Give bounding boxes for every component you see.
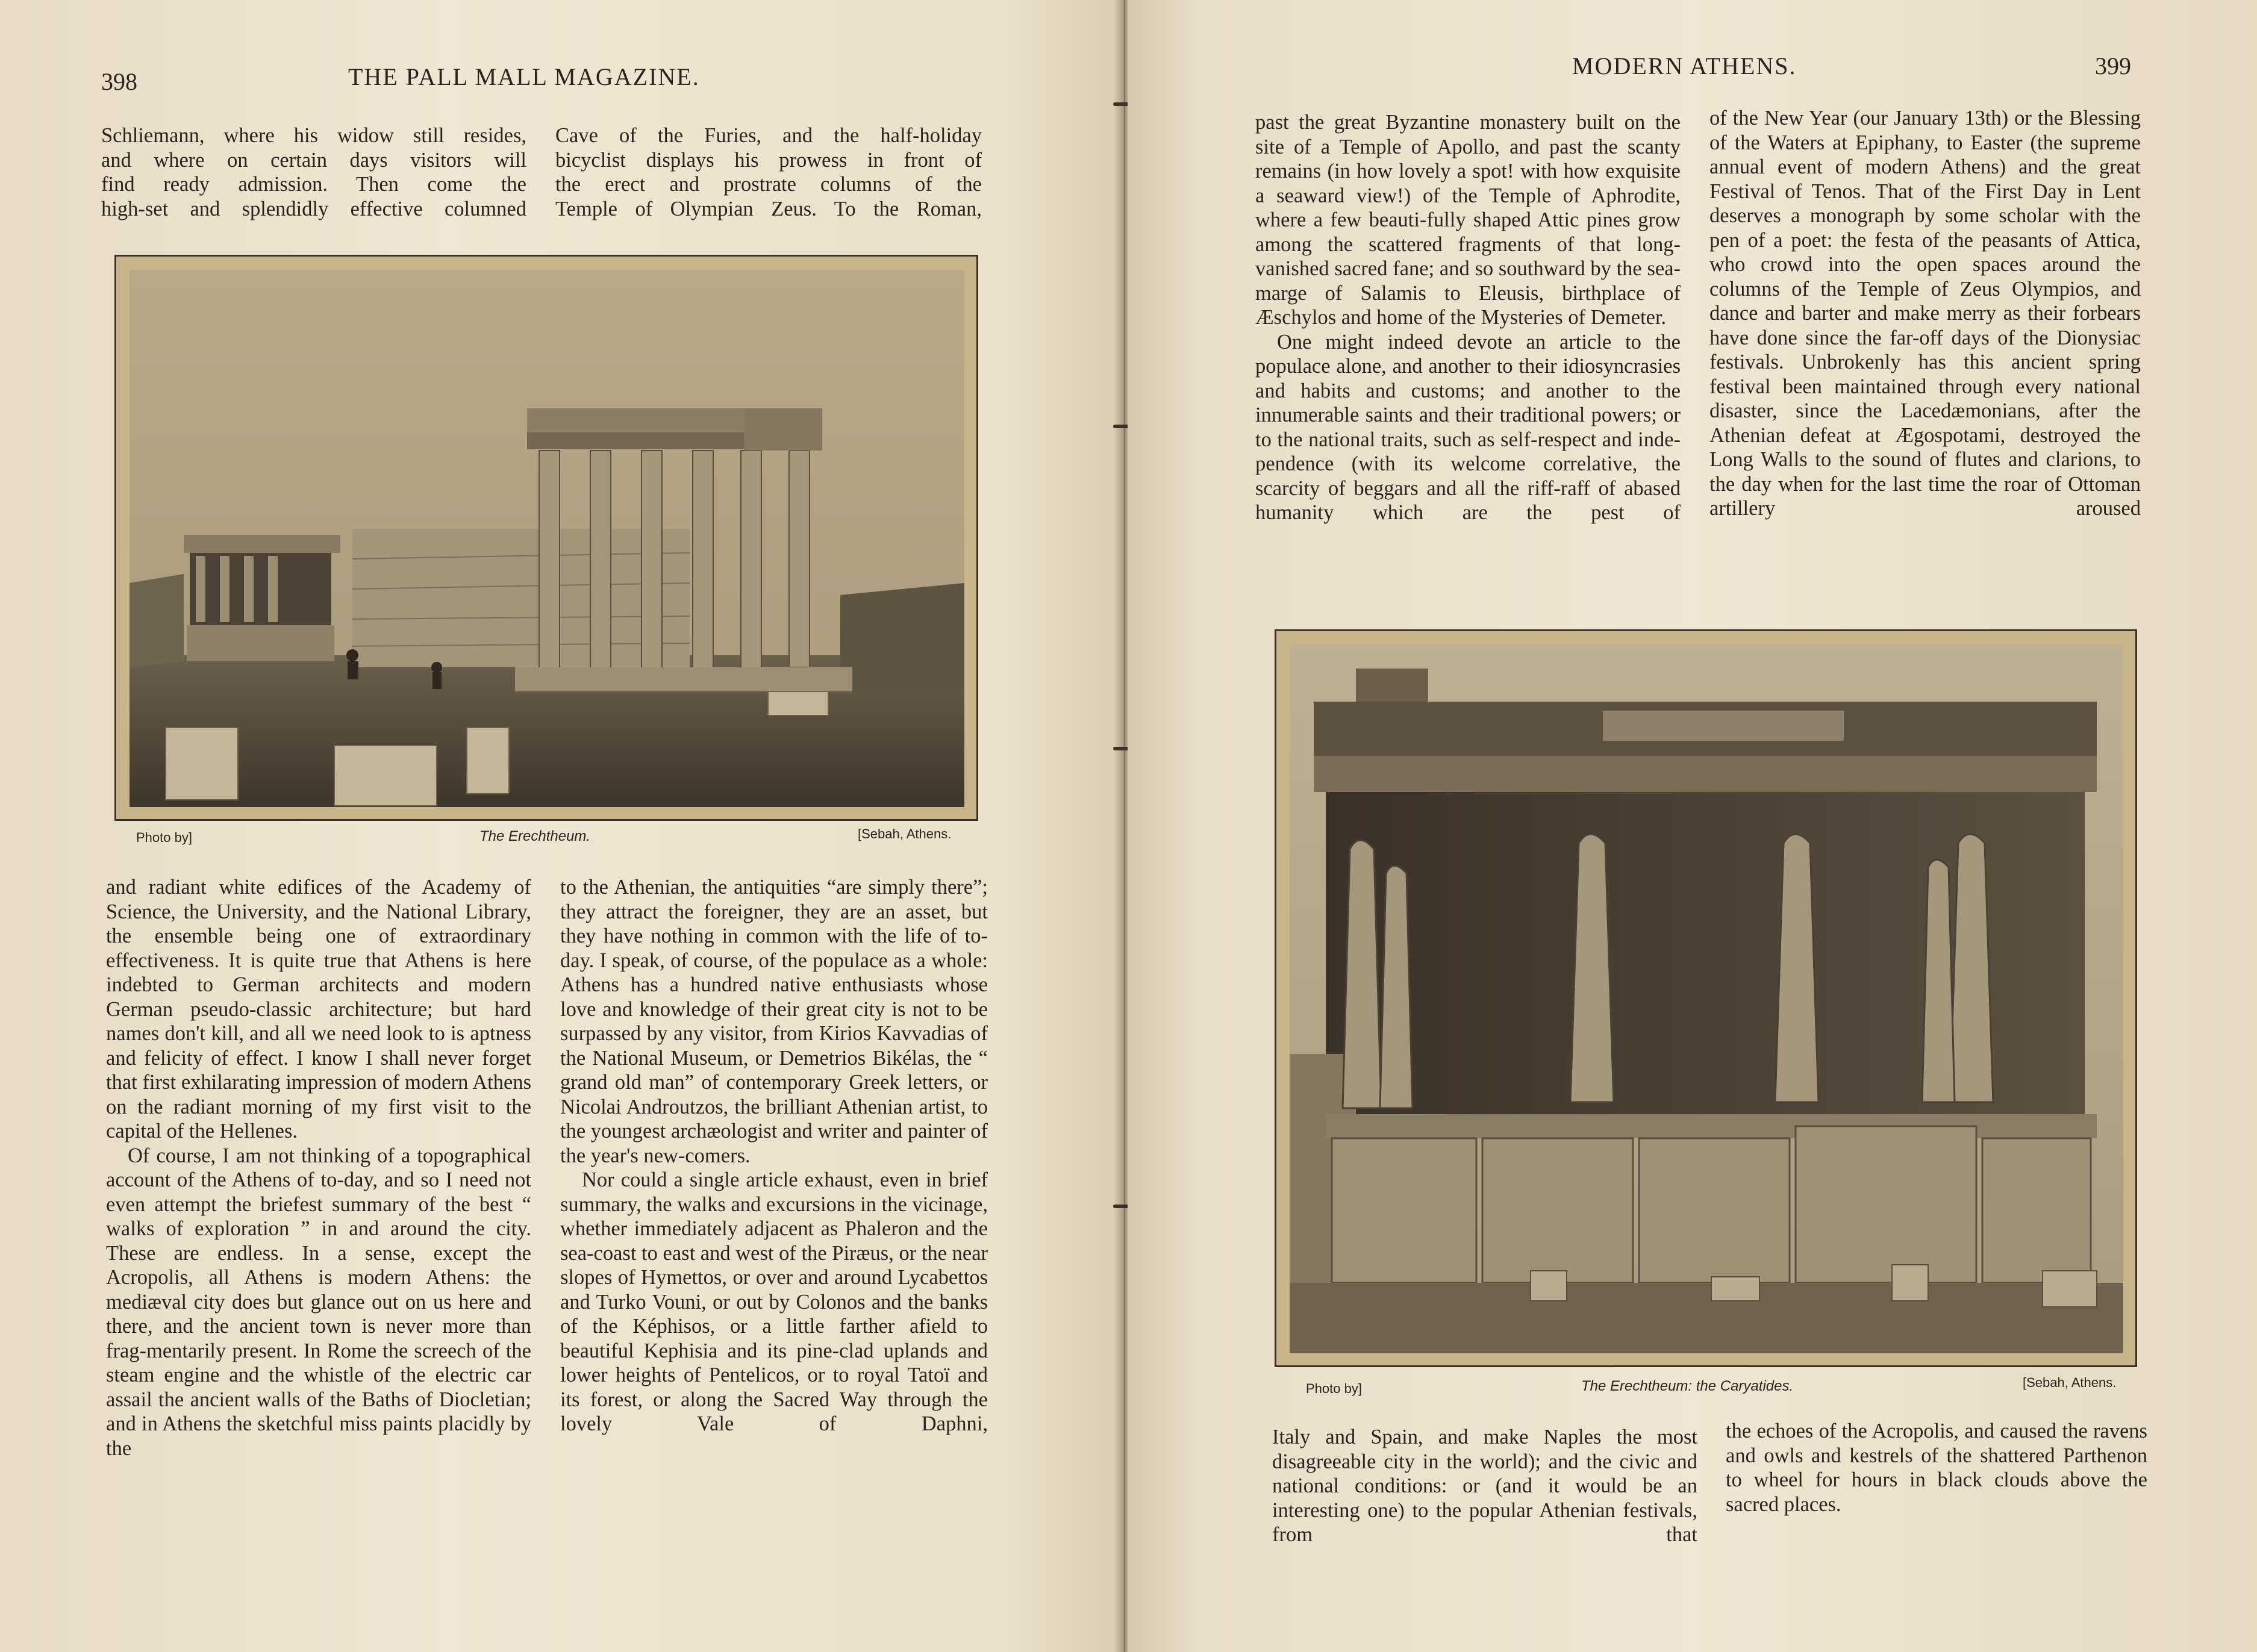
right-page — [1128, 0, 2257, 1652]
paragraph: of the New Year (our January 13th) or the Blessing of the Waters at Epiphany, to Easter (the supreme annual event of modern Athens) and the great Festival of Tenos. That of the First Day in Lent deserves a monograph by some scholar with the pen of a poet: the festa of the peasants of Attica, who crowd into the open spaces around the columns of the Temple of Zeus Olympios, and dance and barter and make merry as their forbears have done since the far-off days of the Dionysiac festivals. Unbrokenly has this ancient spring festival been maintained through every national disaster, since the Lacedæmonians, after the Athenian defeat at Ægospotami, destroyed the Long Walls to the sound of flutes and clarions, to the day when for the last time the roar of Ottoman artillery aroused — [1709, 107, 2141, 520]
left-col2-bottom — [560, 875, 988, 1436]
paragraph: the echoes of the Acropolis, and caused the ravens and owls and kestrels of the shattered Parthenon to wheel for hours in black clouds above the sacred places. — [1726, 1420, 2147, 1516]
text-line: Temple of Olympian Zeus. To the Roman, — [555, 197, 982, 220]
running-head-left: THE PALL MALL MAGAZINE. — [348, 63, 700, 90]
caryatides-image — [1290, 644, 2123, 1353]
page-number-right: 399 — [2095, 52, 2131, 79]
photo-caryatides — [1275, 629, 2137, 1367]
left-col1-top — [101, 123, 526, 221]
photo-erechtheum — [114, 255, 978, 821]
text-line: Schliemann, where his widow still resides, — [101, 124, 526, 147]
right-col1-top — [1255, 110, 1681, 525]
text-line: high-set and splendidly effective columned — [101, 197, 526, 220]
paragraph: and radiant white edifices of the Academy of Science, the University, and the National Library, the ensemble being one of extraordinary effectiveness. It is quite true that Athens is here indebted to German architects and modern German pseudo-classic architecture; but hard names don't kill, and all we need look to is aptness and felicity of effect. I know I shall never forget that first exhilarating impression of modern Athens on the radiant morning of my first visit to the capital of the Hellenes. — [106, 876, 531, 1142]
right-col1-bottom — [1272, 1425, 1697, 1547]
page-number-left: 398 — [101, 68, 137, 95]
paragraph: Italy and Spain, and make Naples the most disagreeable city in the world); and the civic and national conditions: or (and it would be an interesting one) to the popular Athenian festivals, from that — [1272, 1426, 1697, 1546]
erechtheum-image — [130, 270, 964, 807]
paragraph: to the Athenian, the antiquities “are simply there”; they attract the foreigner, they are an asset, but they have nothing in common with the life of to-day. I speak, of course, of the populace as a whole: Athens has a hundred native enthusiasts whose love and knowledge of their great city is not to be surpassed by any visitor, from Kirios Kavvadias of the National Museum, or Demetrios Bikélas, the “ grand old man” of contemporary Greek letters, or Nicolai Androutzos, the brilliant Athenian artist, to the youngest archæologist and writer and painter of the year's new-comers. — [560, 876, 988, 1167]
paragraph: One might indeed devote an article to the populace alone, and another to their idiosyncrasies and habits and customs; and another to the innumerable saints and their traditional powers; or to the national traits, such as self-respect and inde-pendence (with its welcome correlative, the scarcity of beggars and all the riff-raff of abased humanity which are the pest of — [1255, 330, 1681, 524]
text-line: bicyclist displays his prowess in front of — [555, 148, 982, 172]
text-line: find ready admission. Then come the — [101, 173, 526, 196]
paragraph: Nor could a single article exhaust, even in brief summary, the walks and excursions in the vicinage, whether immediately adjacent as Phaleron and the sea-coast to east and west of the Piræus, or the near slopes of Hymettos, or over and around Lycabettos and Turko Vouni, or out by Colonos and the banks of the Képhisos, or a little farther afield to beautiful Kephisia and its pine-clad uplands and lower heights of Pentelicos, or to royal Tatoï and its forest, or along the Sacred Way through the lovely Vale of Daphni, — [560, 1168, 988, 1435]
left-col1-bottom — [106, 875, 531, 1460]
running-head-right: MODERN ATHENS. — [1572, 52, 1797, 79]
paragraph: Of course, I am not thinking of a topographical account of the Athens of to-day, and so I need not even attempt the briefest summary of the best “ walks of exploration ” in and around the city. These are endless. In a sense, except the Acropolis, all Athens is modern Athens: the mediæval city does but glance out on us here and there, and the ancient town is never more than frag-mentarily present. In Rome the screech of the steam engine and the whistle of the electric car assail the ancient walls of the Baths of Diocletian; and in Athens the sketchful miss paints placidly by the — [106, 1144, 531, 1460]
right-col2-top — [1709, 106, 2141, 521]
caption-title-right: The Erechtheum: the Caryatides. — [1581, 1378, 1794, 1394]
text-line: Cave of the Furies, and the half-holiday — [555, 124, 982, 147]
left-page — [0, 0, 1122, 1652]
caption-photo-credit-left: Photo by] — [136, 830, 192, 845]
text-line: the erect and prostrate columns of the — [555, 173, 982, 196]
left-col2-top — [555, 123, 982, 221]
caption-photo-credit-right: Photo by] — [1306, 1381, 1362, 1396]
caption-photographer-right: [Sebah, Athens. — [2023, 1375, 2117, 1390]
right-col2-bottom — [1726, 1419, 2147, 1516]
caption-photographer-left: [Sebah, Athens. — [858, 826, 952, 841]
text-line: and where on certain days visitors will — [101, 148, 526, 172]
paragraph: past the great Byzantine monastery built on the site of a Temple of Apollo, and past the scanty remains (in how lovely a spot! with how exquisite a seaward view!) of the Temple of Aphrodite, where a few beauti-fully shaped Attic pines grow among the scattered fragments of that long-vanished sacred fane; and so southward by the sea-marge of Salamis to Eleusis, birthplace of Æschylos and home of the Mysteries of Demeter. — [1255, 111, 1681, 329]
caption-title-left: The Erechtheum. — [479, 828, 591, 844]
